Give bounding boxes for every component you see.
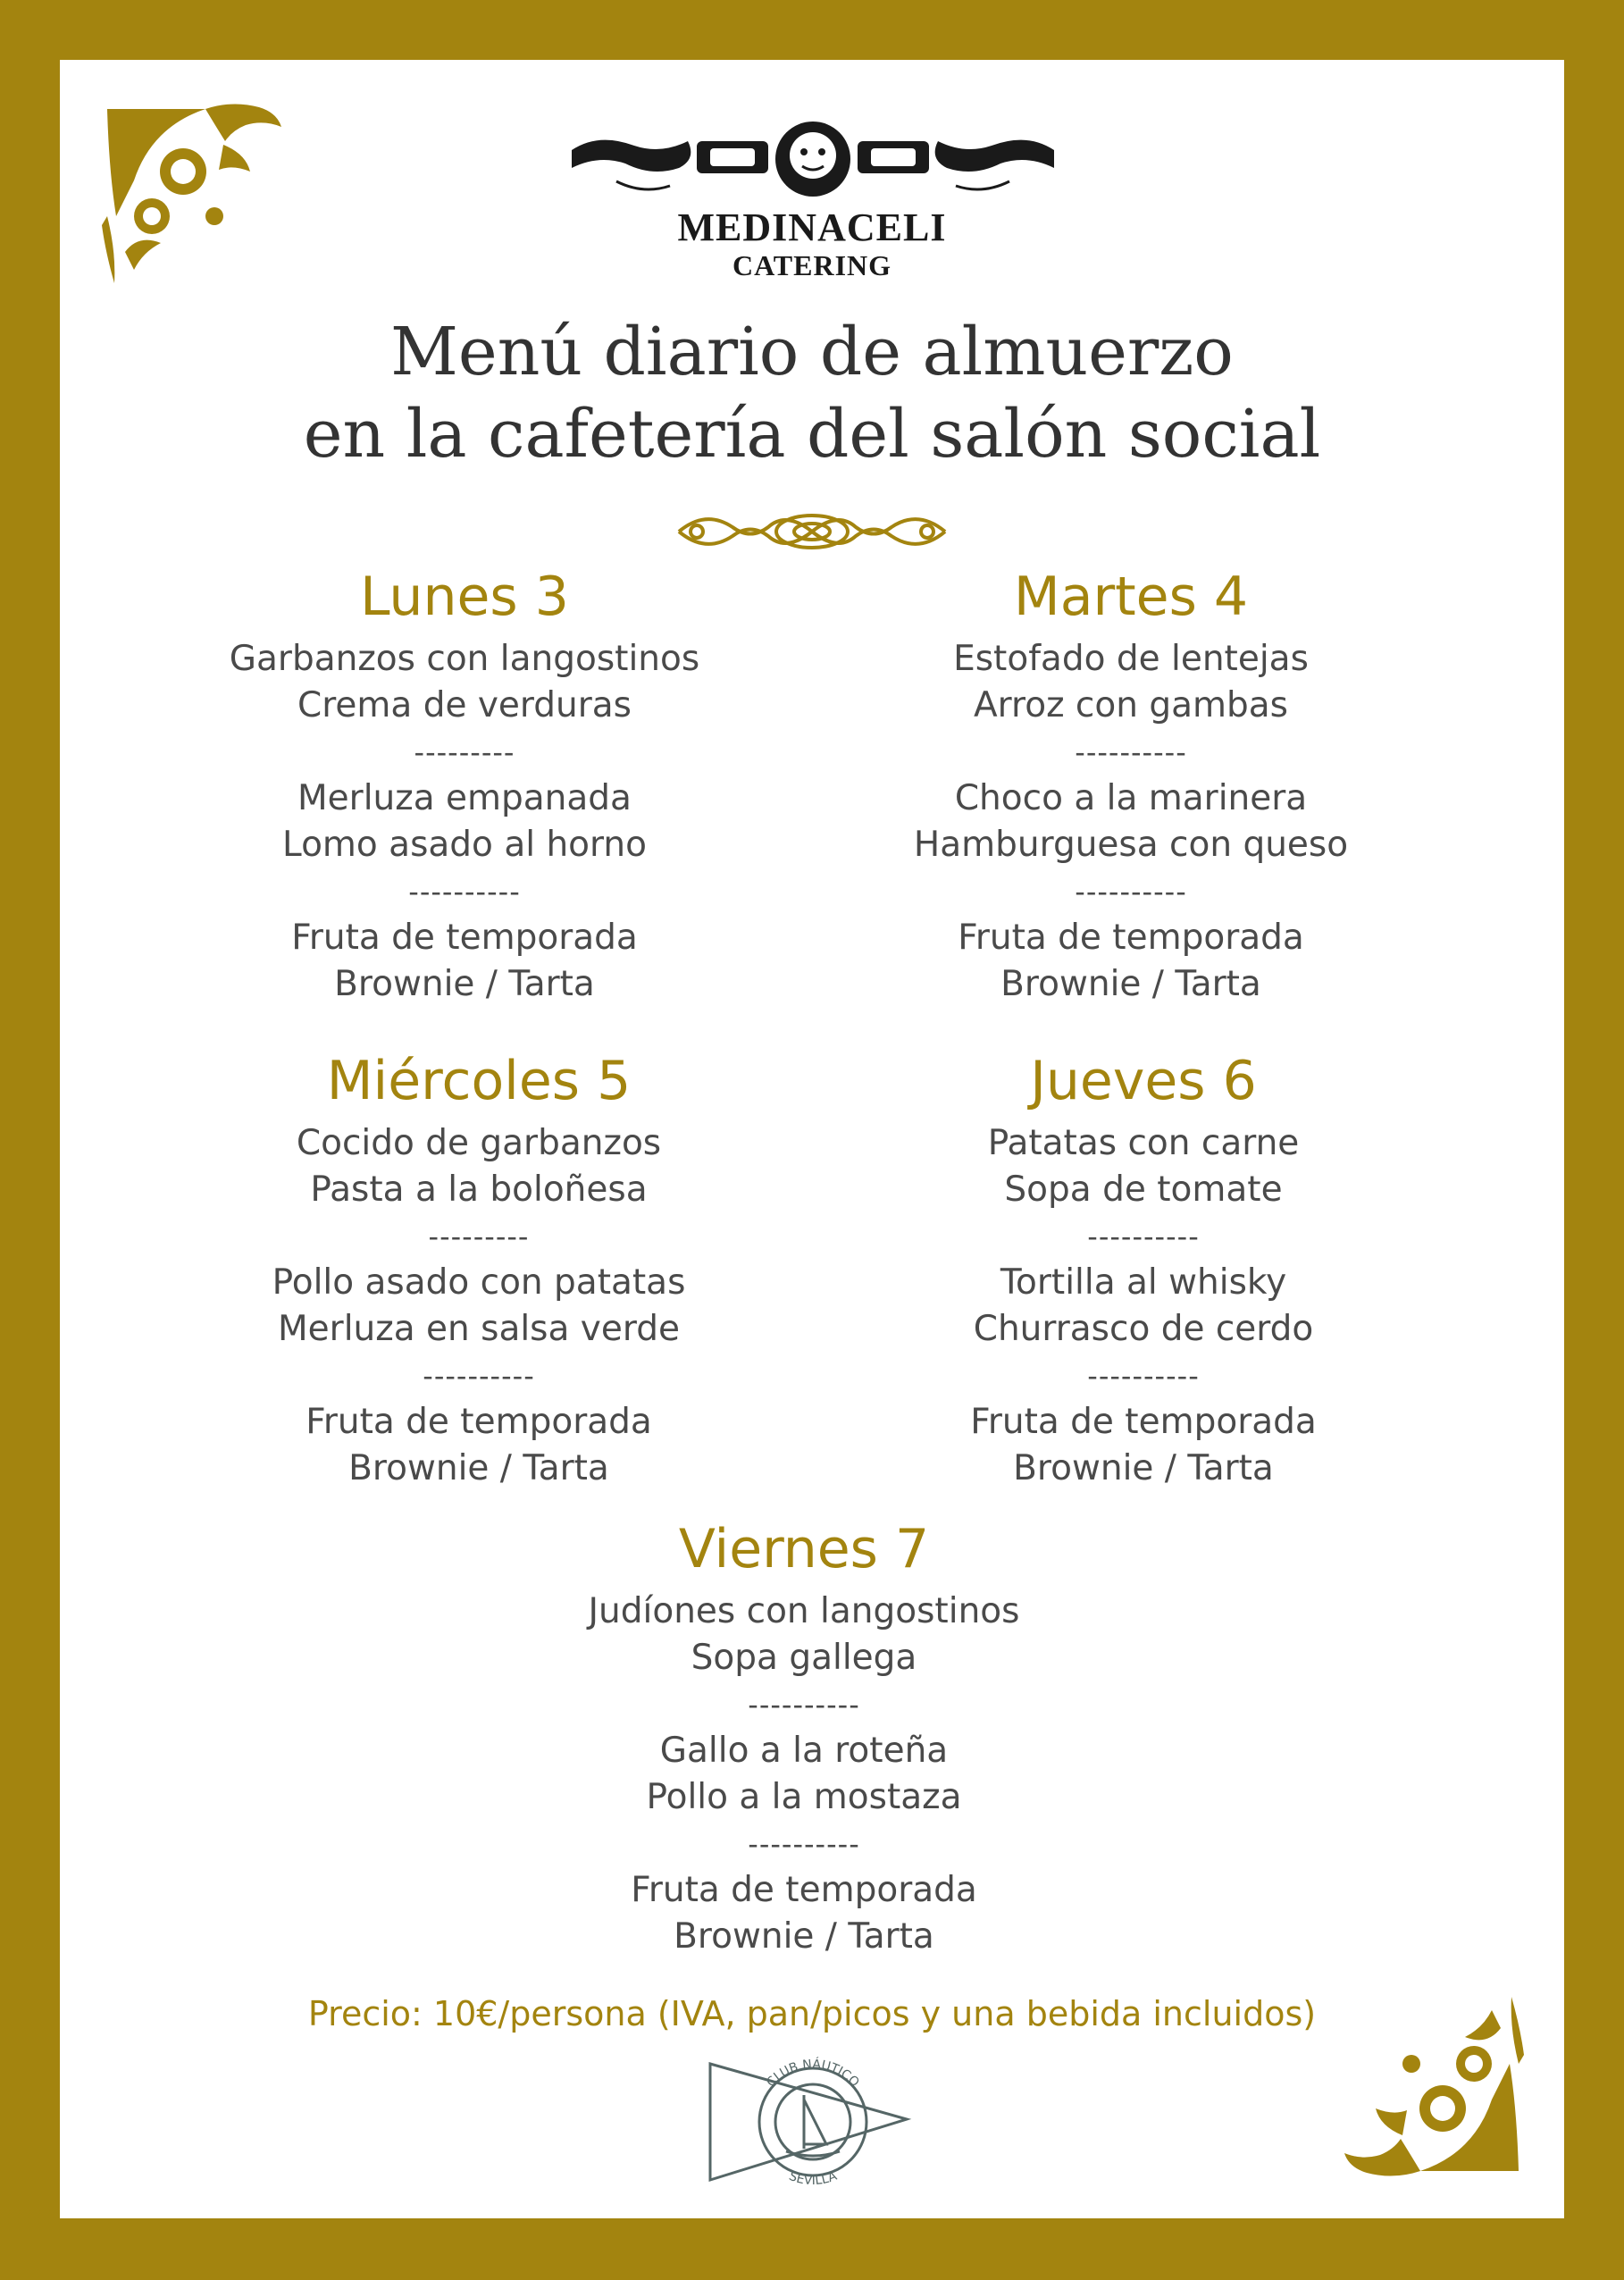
dessert-2: Brownie / Tarta [348, 1448, 609, 1488]
course-separator: ---------- [1087, 1359, 1200, 1393]
day-title: Martes 4 [1013, 566, 1249, 628]
medinaceli-crest-icon [563, 114, 1063, 204]
dish-first-2: Sopa gallega [691, 1638, 917, 1678]
dessert-1: Fruta de temporada [631, 1870, 977, 1910]
course-separator: ---------- [748, 1827, 860, 1861]
menu-title-line-2: en la cafetería del salón social [303, 396, 1321, 473]
day-thursday [875, 1049, 1411, 1492]
dish-second-2: Hamburguesa con queso [913, 825, 1349, 865]
menu-title-line-1: Menú diario de almuerzo [390, 314, 1234, 390]
dish-first-1: Patatas con carne [987, 1123, 1300, 1163]
dish-first-2: Arroz con gambas [974, 685, 1288, 725]
divider-flourish-icon [670, 500, 954, 563]
day-title: Lunes 3 [360, 566, 569, 628]
dish-first-2: Pasta a la boloñesa [310, 1169, 648, 1210]
dish-second-2: Merluza en salsa verde [278, 1309, 680, 1349]
day-wednesday [211, 1049, 747, 1492]
dessert-1: Fruta de temporada [958, 918, 1304, 958]
dish-second-2: Lomo asado al horno [282, 825, 647, 865]
day-tuesday [863, 565, 1399, 1008]
day-title: Viernes 7 [678, 1518, 930, 1580]
dish-second-2: Pollo a la mostaza [646, 1777, 962, 1817]
dish-first-1: Estofado de lentejas [953, 639, 1309, 679]
dish-first-1: Cocido de garbanzos [296, 1123, 662, 1163]
dish-first-1: Garbanzos con langostinos [229, 639, 700, 679]
dish-second-1: Merluza empanada [297, 778, 632, 818]
dessert-1: Fruta de temporada [306, 1402, 652, 1442]
course-separator: --------- [428, 1220, 530, 1253]
dish-second-1: Gallo a la roteña [659, 1731, 949, 1771]
course-separator: ---------- [423, 1359, 535, 1393]
dish-first-1: Judíones con langostinos [588, 1591, 1020, 1631]
dessert-2: Brownie / Tarta [1013, 1448, 1274, 1488]
dish-first-2: Crema de verduras [297, 685, 632, 725]
dish-second-2: Churrasco de cerdo [973, 1309, 1314, 1349]
day-title: Miércoles 5 [326, 1050, 632, 1112]
dessert-1: Fruta de temporada [291, 918, 638, 958]
course-separator: --------- [414, 735, 515, 769]
dish-second-1: Pollo asado con patatas [272, 1262, 686, 1303]
course-separator: ---------- [1087, 1220, 1200, 1253]
dessert-2: Brownie / Tarta [674, 1916, 934, 1957]
course-separator: ---------- [408, 875, 521, 909]
brand-name: MEDINACELI [677, 205, 947, 249]
dessert-2: Brownie / Tarta [334, 964, 595, 1004]
brand-subtitle: CATERING [732, 249, 892, 281]
dish-first-2: Sopa de tomate [1004, 1169, 1283, 1210]
course-separator: ---------- [1075, 875, 1187, 909]
course-separator: ---------- [1075, 735, 1187, 769]
price-note: Precio: 10€/persona (IVA, pan/picos y una bebida incluidos) [307, 1994, 1317, 2033]
day-title: Jueves 6 [1030, 1050, 1257, 1112]
dish-second-1: Tortilla al whisky [1000, 1262, 1287, 1303]
day-friday [536, 1517, 1072, 1960]
dessert-2: Brownie / Tarta [1000, 964, 1261, 1004]
course-separator: ---------- [748, 1688, 860, 1722]
dish-second-1: Choco a la marinera [954, 778, 1308, 818]
club-badge-top-text: CLUB NÁUTICO [764, 2057, 862, 2091]
club-badge-bottom-text: SEVILLA [786, 2168, 840, 2189]
club-nautico-pennant-icon [706, 2055, 920, 2189]
day-monday [197, 565, 732, 1008]
dessert-1: Fruta de temporada [970, 1402, 1317, 1442]
